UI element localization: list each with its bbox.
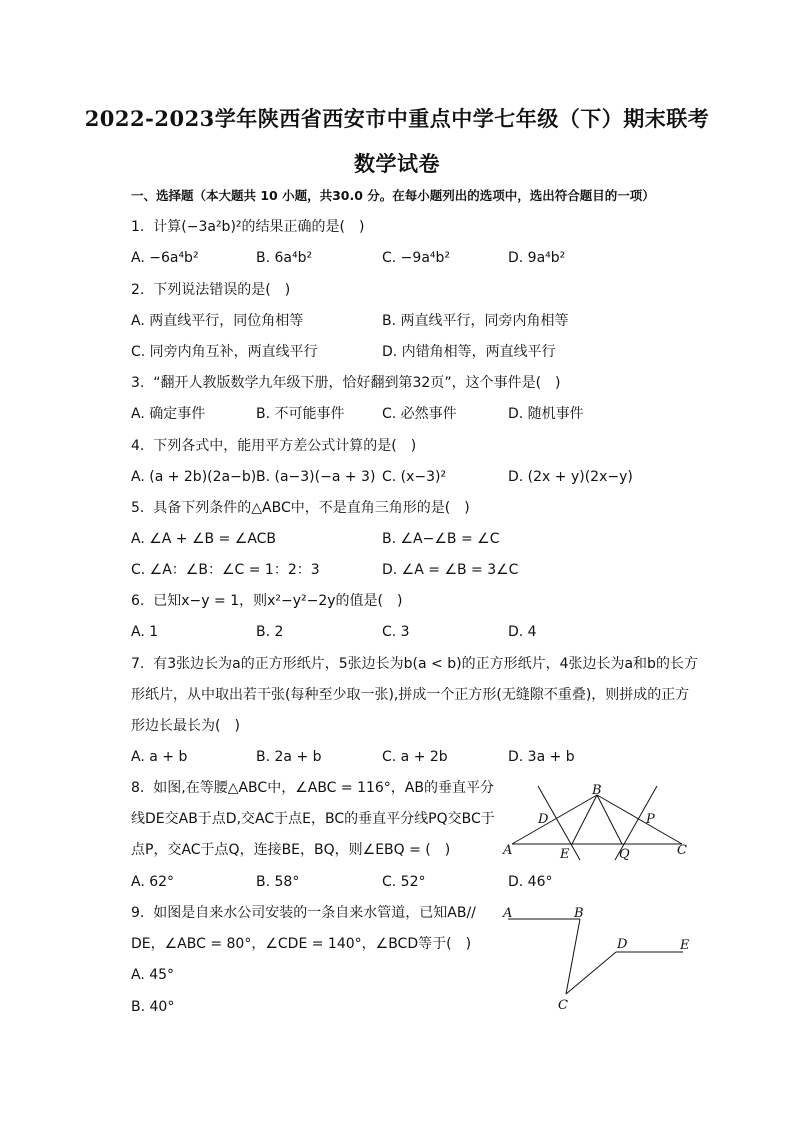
page-title: 2022-2023学年陕西省西安市中重点中学七年级（下）期末联考 (84, 106, 710, 131)
option-c[interactable]: C. 52° (382, 874, 426, 890)
option-a[interactable]: A. 两直线平行，同位角相等 (131, 313, 304, 329)
option-a[interactable]: A. a + b (131, 749, 188, 765)
question-stem: 下列说法错误的是( ) (153, 282, 291, 298)
option-c[interactable]: C. a + 2b (382, 749, 448, 765)
triangle-figure (500, 778, 700, 868)
question-5 (131, 498, 470, 518)
question-number: 3. (131, 375, 145, 391)
label-e: E (680, 938, 690, 953)
question-stem-line: DE，∠ABC = 80°，∠CDE = 140°，∠BCD等于( ) (131, 936, 472, 952)
option-d[interactable]: D. 4 (508, 624, 537, 640)
question-stem: “翻开人教版数学九年级下册，恰好翻到第32页”，这个事件是( ) (153, 375, 561, 391)
option-c[interactable]: C. 必然事件 (382, 406, 457, 422)
segment-cd (566, 952, 616, 994)
option-b[interactable]: B. 40° (131, 999, 175, 1015)
option-d[interactable]: D. 46° (508, 874, 553, 890)
option-a[interactable]: A. 确定事件 (131, 406, 206, 422)
question-stem-line: 形纸片，从中取出若干张(每种至少取一张),拼成一个正方形(无缝隙不重叠)，则拼成的正方 (131, 687, 690, 703)
option-c[interactable]: C. ∠A：∠B：∠C = 1：2：3 (131, 562, 320, 578)
question-7 (131, 654, 698, 674)
option-b[interactable]: B. 不可能事件 (256, 406, 345, 422)
question-number: 1. (131, 219, 145, 235)
question-stem-line: 有3张边长为a的正方形纸片，5张边长为b(a < b)的正方形纸片，4张边长为a和b的长方 (153, 656, 698, 672)
question-number: 2. (131, 282, 145, 298)
section-heading: 一、选择题（本大题共 10 小题，共30.0 分。在每小题列出的选项中，选出符合题目的一项） (131, 188, 655, 203)
question-stem-line: 点P，交AC于点Q，连接BE，BQ，则∠EBQ = ( ) (131, 842, 451, 858)
question-8 (131, 778, 494, 798)
question-stem: 已知x−y = 1，则x²−y²−2y的值是( ) (153, 593, 403, 609)
label-p: P (646, 812, 655, 827)
question-stem-line: 线DE交AB于点D,交AC于点E，BC的垂直平分线PQ交BC于 (131, 811, 495, 827)
question-stem: 计算(−3a²b)²的结果正确的是( ) (153, 219, 365, 235)
option-b[interactable]: B. (a−3)(−a + 3) (256, 469, 376, 485)
question-number: 5. (131, 500, 145, 516)
question-4 (131, 436, 416, 456)
option-d[interactable]: D. 随机事件 (508, 406, 584, 422)
question-stem-line: 如图是自来水公司安装的一条自来水管道，已知AB// (153, 905, 476, 921)
option-b[interactable]: B. 两直线平行，同旁内角相等 (382, 313, 569, 329)
option-a[interactable]: A. ∠A + ∠B = ∠ACB (131, 531, 277, 547)
question-number: 4. (131, 438, 145, 454)
option-c[interactable]: C. 3 (382, 624, 410, 640)
option-b[interactable]: B. 6a⁴b² (256, 250, 313, 266)
segment-bc (566, 919, 580, 994)
label-d: D (538, 812, 549, 827)
label-e: E (560, 847, 570, 862)
label-b: B (574, 906, 584, 921)
option-c[interactable]: C. (x−3)² (382, 469, 447, 485)
question-number: 8. (131, 780, 145, 796)
option-b[interactable]: B. 58° (256, 874, 300, 890)
question-3 (131, 373, 561, 393)
question-stem: 下列各式中，能用平方差公式计算的是( ) (153, 438, 417, 454)
question-stem-line: 如图,在等腰△ABC中，∠ABC = 116°，AB的垂直平分 (153, 780, 494, 796)
option-c[interactable]: C. 同旁内角互补，两直线平行 (131, 344, 318, 360)
label-d: D (617, 937, 628, 952)
option-d[interactable]: D. 内错角相等，两直线平行 (382, 344, 556, 360)
label-a: A (503, 843, 513, 858)
question-6 (131, 591, 402, 611)
label-a: A (503, 906, 513, 921)
option-d[interactable]: D. 3a + b (508, 749, 575, 765)
option-b[interactable]: B. 2a + b (256, 749, 322, 765)
option-a[interactable]: A. 45° (131, 967, 175, 983)
question-stem-line: 形边长最长为( ) (131, 718, 240, 734)
label-b: B (592, 783, 602, 798)
label-c: C (558, 998, 568, 1013)
question-1 (131, 217, 364, 237)
page-subtitle: 数学试卷 (354, 151, 440, 176)
option-c[interactable]: C. −9a⁴b² (382, 250, 451, 266)
question-stem: 具备下列条件的△ABC中，不是直角三角形的是( ) (153, 500, 470, 516)
question-number: 6. (131, 593, 145, 609)
question-9 (131, 903, 476, 923)
option-b[interactable]: B. ∠A−∠B = ∠C (382, 531, 500, 547)
option-d[interactable]: D. 9a⁴b² (508, 250, 566, 266)
option-a[interactable]: A. −6a⁴b² (131, 250, 199, 266)
label-c: C (677, 843, 687, 858)
option-d[interactable]: D. (2x + y)(2x−y) (508, 469, 633, 485)
question-number: 9. (131, 905, 145, 921)
question-2 (131, 280, 290, 300)
label-q: Q (619, 847, 630, 862)
option-a[interactable]: A. 1 (131, 624, 159, 640)
option-a[interactable]: A. (a + 2b)(2a−b) (131, 469, 257, 485)
pipe-figure (500, 902, 700, 1017)
option-a[interactable]: A. 62° (131, 874, 175, 890)
question-number: 7. (131, 656, 145, 672)
option-b[interactable]: B. 2 (256, 624, 284, 640)
option-d[interactable]: D. ∠A = ∠B = 3∠C (382, 562, 519, 578)
